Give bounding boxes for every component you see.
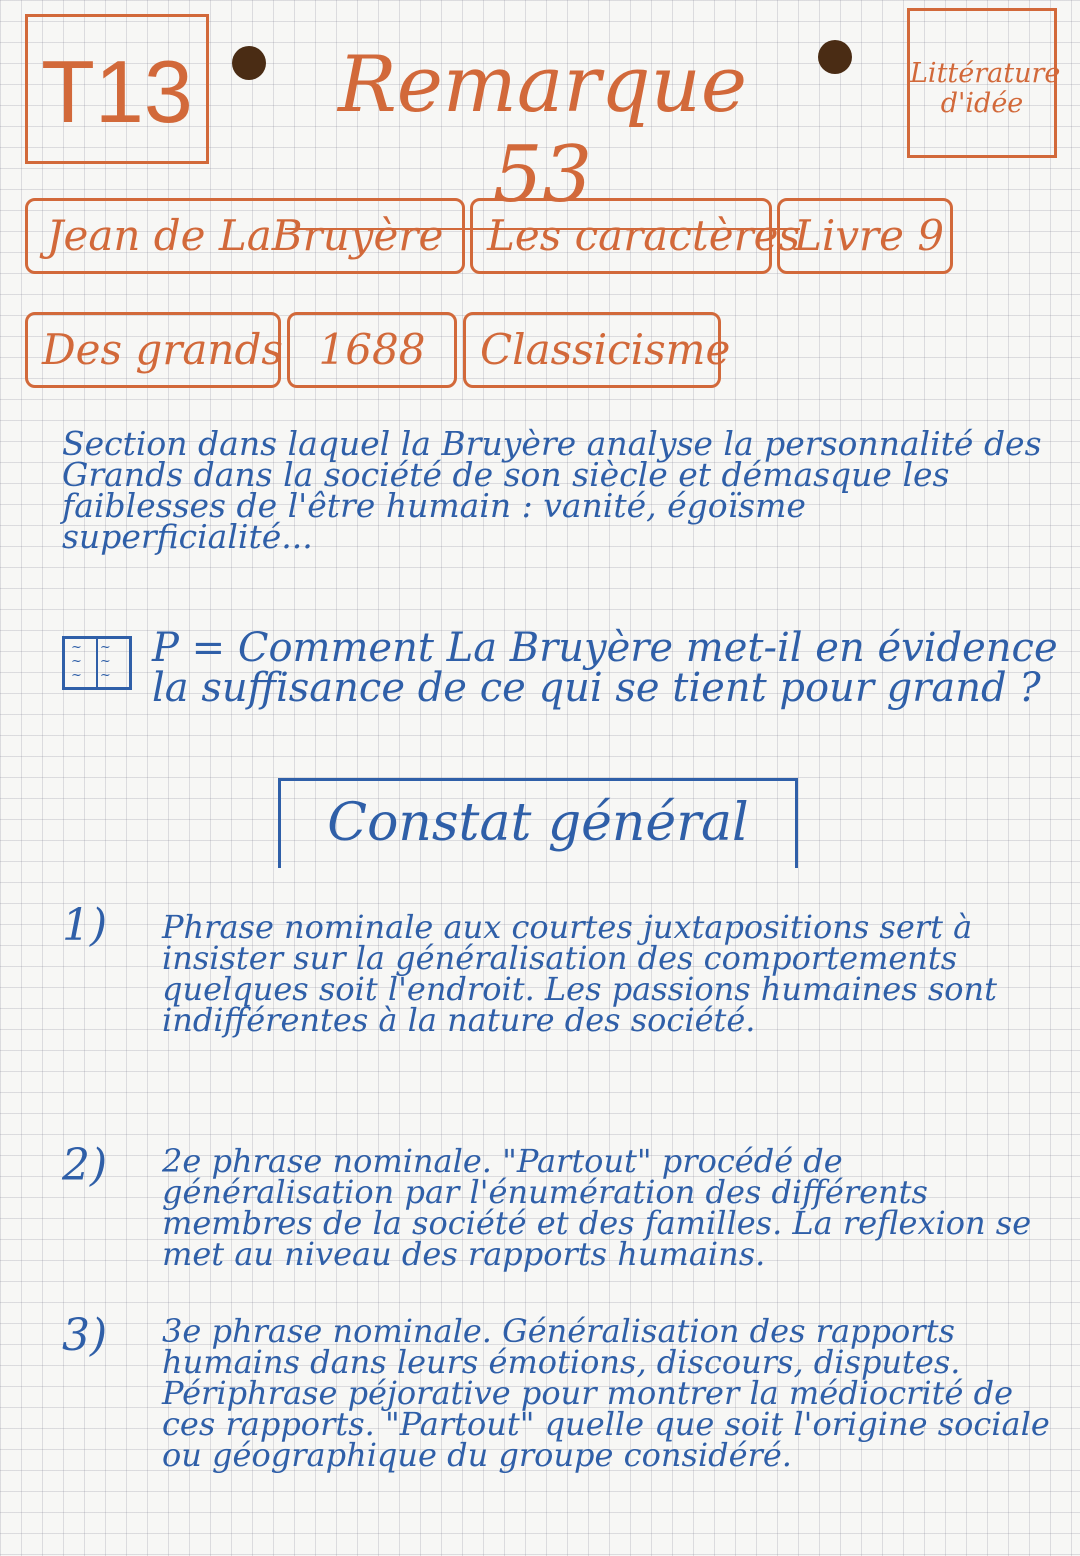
bullet-dot	[818, 40, 852, 74]
point-text: Phrase nominale aux courtes juxtapositions sert à insister sur la généralisation des comportements quelques soit l'endroit. Les passions humaines sont indifférentes à la nature des société.	[162, 908, 997, 1039]
tag-book: Livre 9	[777, 198, 953, 274]
point-number: 2)	[62, 1140, 108, 1191]
point-text: 2e phrase nominale. "Partout" procédé de généralisation par l'énumération des différents membres de la société et des familles. La reflexion se met au niveau des rapports humains.	[162, 1142, 1032, 1273]
point-text: 3e phrase nominale. Généralisation des rapports humains dans leurs émotions, discours, disputes. Périphrase péjorative pour montrer la médiocrité de ces rapports. "Partout" quelle que soit l'origine sociale ou géographique du groupe considéré.	[162, 1312, 1050, 1474]
problematique: P = Comment La Bruyère met-il en évidence la suffisance de ce qui se tient pour grand ?	[152, 625, 1058, 711]
genre-label: Littérature d'idée	[907, 8, 1057, 158]
tag-year: 1688	[287, 312, 457, 388]
book-icon	[62, 636, 132, 690]
page-title: Remarque 53	[285, 40, 800, 230]
bullet-dot	[232, 46, 266, 80]
intro-paragraph: Section dans laquel la Bruyère analyse la personnalité des Grands dans la société de son siècle et démasque les faiblesses de l'être humain : vanité, égoïsme superficialité...	[62, 424, 1042, 556]
point-number: 3)	[62, 1310, 108, 1361]
tag-author: Jean de LaBruyère	[25, 198, 465, 274]
chapter-code: T13	[25, 14, 209, 164]
tag-work: Les caractères	[470, 198, 772, 274]
tag-movement: Classicisme	[463, 312, 721, 388]
tag-section: Des grands	[25, 312, 281, 388]
section-title: Constat général	[278, 778, 798, 868]
point-number: 1)	[62, 900, 108, 951]
